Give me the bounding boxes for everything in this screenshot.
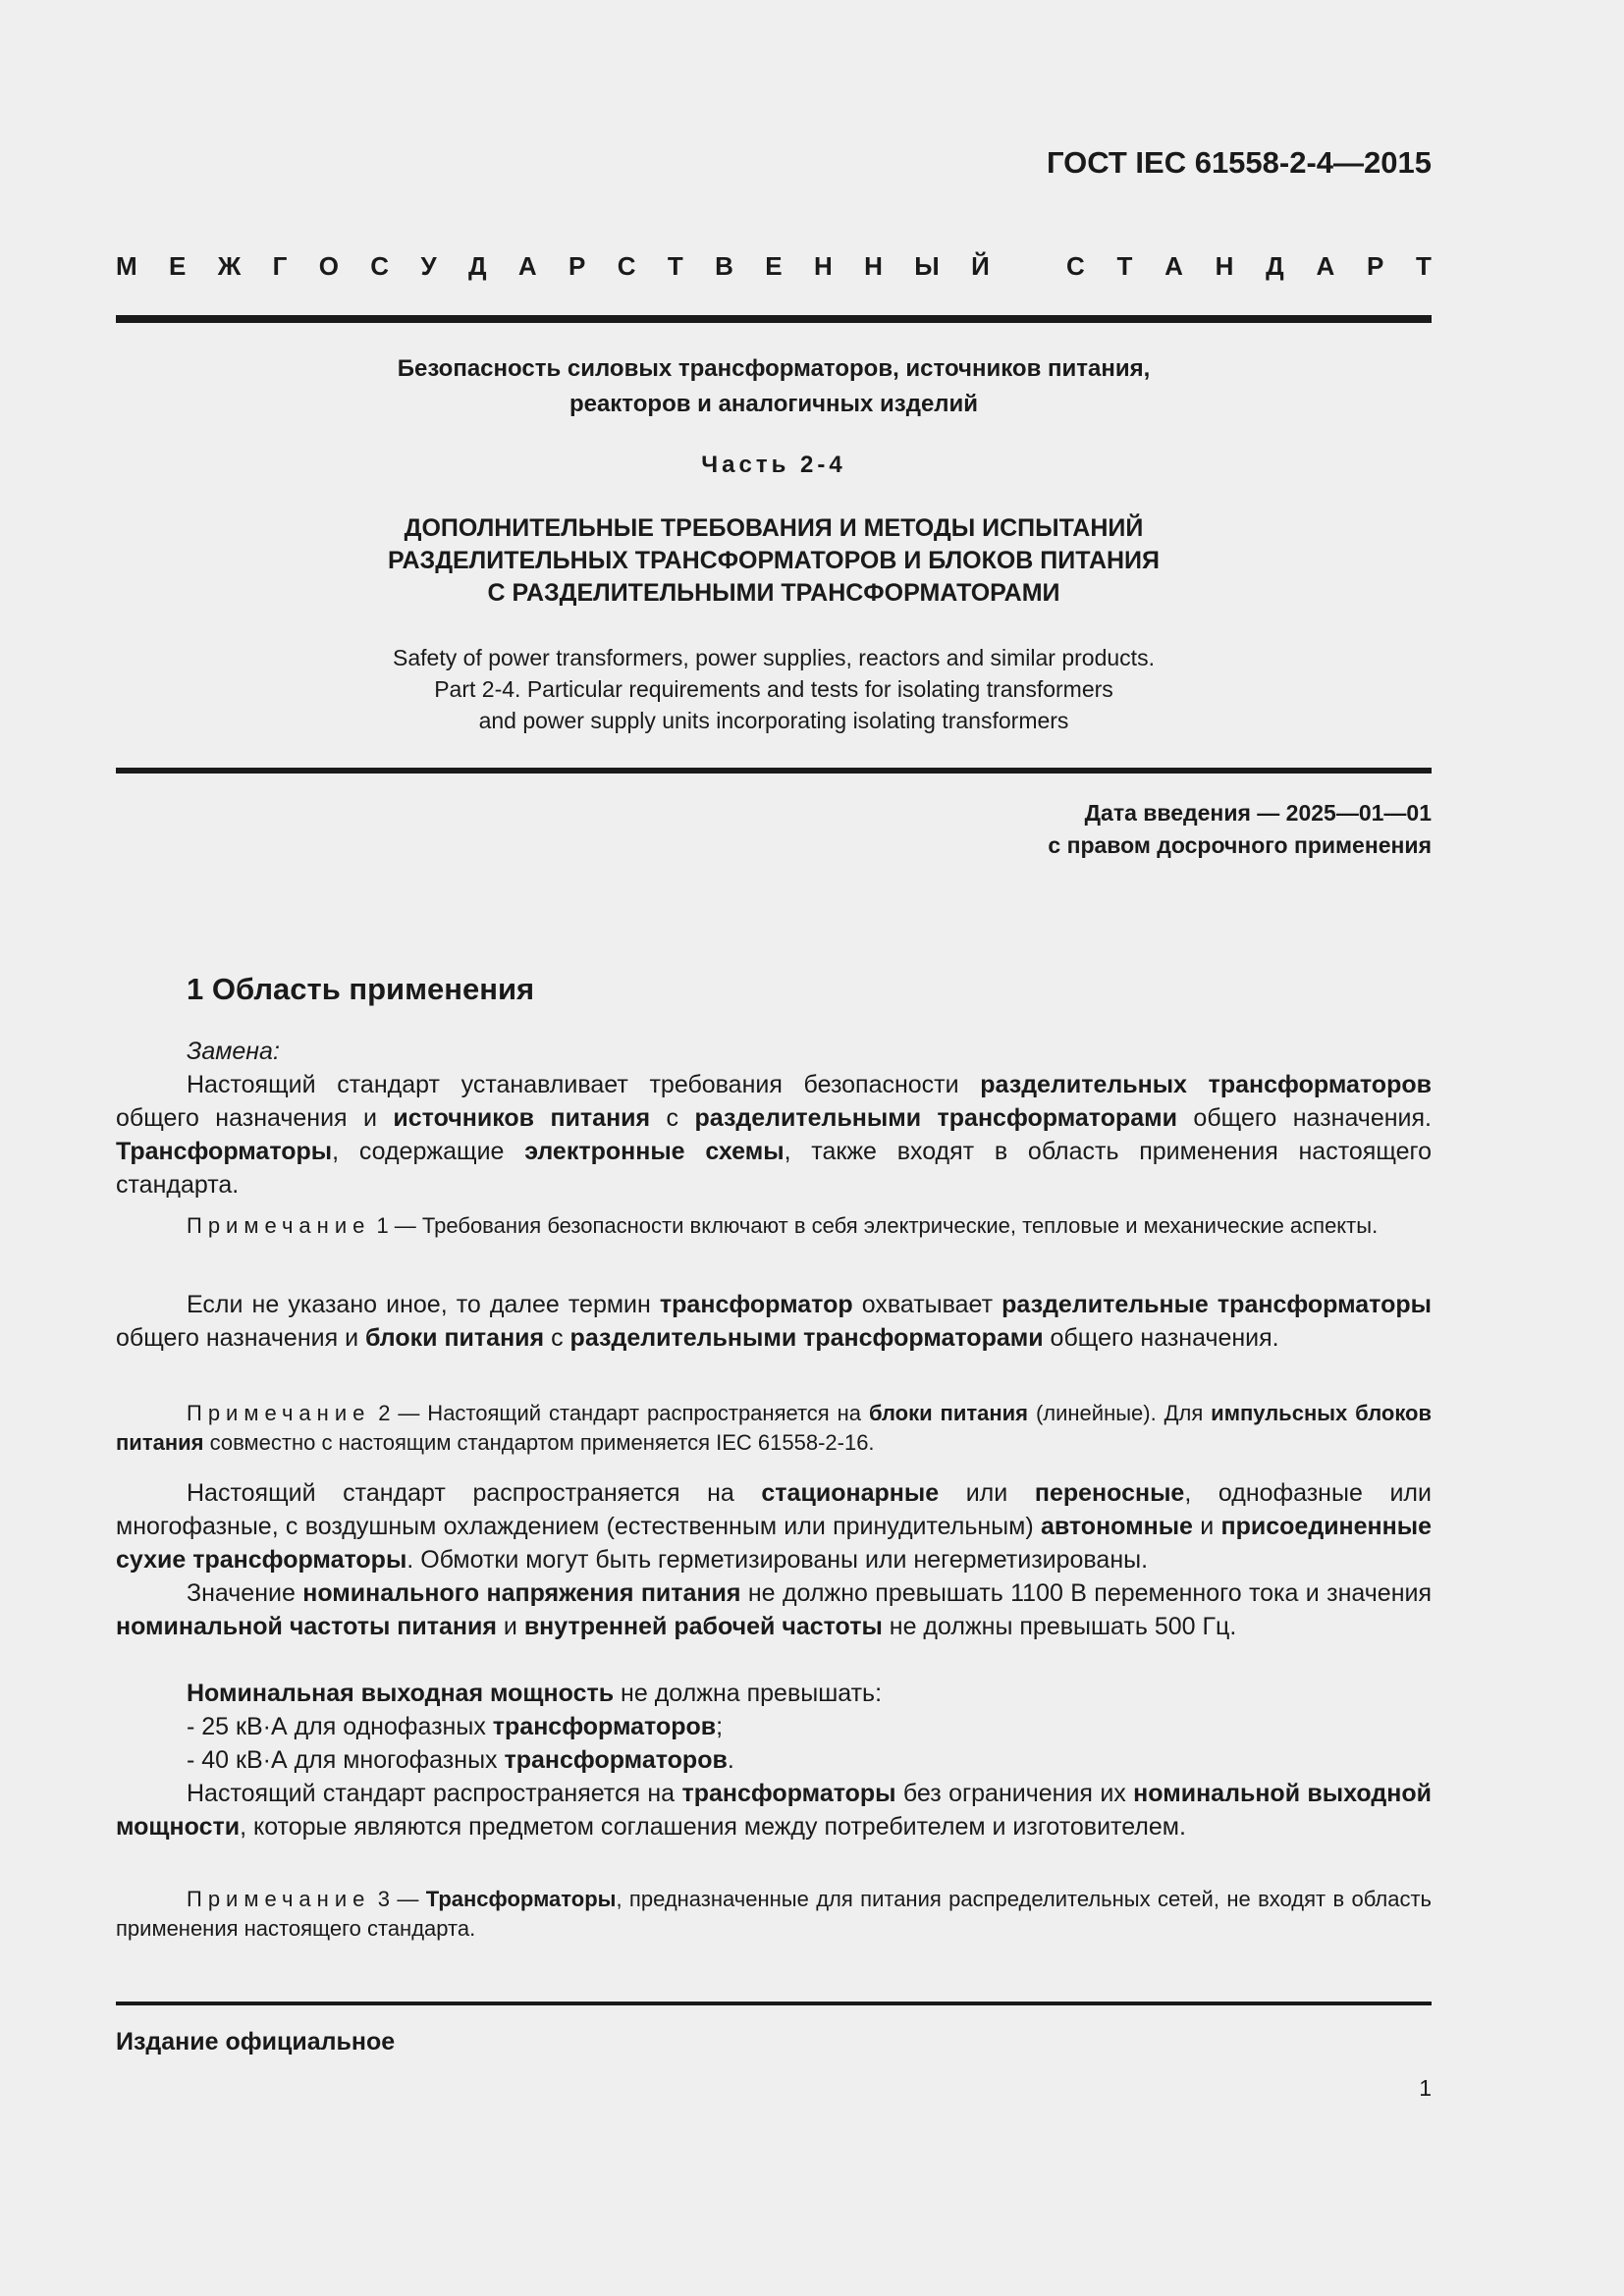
- heading-letter: Н: [1215, 251, 1234, 281]
- text-run: общего назначения и: [116, 1324, 365, 1352]
- text-run: трансформаторов: [492, 1713, 717, 1740]
- title-en-line: and power supply units incorporating isolating transformers: [478, 708, 1069, 733]
- text-run: общего назначения и: [116, 1104, 394, 1132]
- text-run: Трансформаторы: [116, 1138, 333, 1165]
- text-run: Настоящий стандарт распространяется на: [187, 1479, 762, 1507]
- title-en-line: Safety of power transformers, power supplies, reactors and similar products.: [393, 645, 1155, 670]
- heading-letter: Д: [467, 251, 487, 281]
- text-run: .: [727, 1746, 734, 1774]
- top-rule: [116, 315, 1432, 323]
- list-item: [116, 1743, 1432, 1777]
- text-run: стационарные: [761, 1479, 940, 1507]
- text-run: номинального напряжения питания: [302, 1579, 741, 1607]
- heading-letter: Р: [1366, 251, 1384, 281]
- text-run: Значение: [187, 1579, 303, 1607]
- text-run: , содержащие: [332, 1138, 525, 1165]
- text-run: и: [496, 1613, 524, 1640]
- early-application-line: с правом досрочного применения: [1048, 832, 1432, 858]
- text-run: 3 —: [370, 1887, 426, 1911]
- heading-letter: Й: [971, 251, 990, 281]
- official-edition: Издание официальное: [116, 2028, 396, 2056]
- effective-date-line: Дата введения — 2025—01—01: [1084, 800, 1432, 826]
- text-run: номинальной выходной мощности: [116, 1780, 1432, 1841]
- text-run: блоки питания: [868, 1401, 1029, 1425]
- text-run: , также входят в область применения настоящего стандарта.: [116, 1138, 1432, 1199]
- text-run: разделительные трансформаторы: [1001, 1291, 1432, 1318]
- text-run: Настоящий стандарт устанавливает требования безопасности: [187, 1071, 981, 1098]
- heading-letter: Т: [667, 251, 683, 281]
- text-run: и: [1192, 1513, 1221, 1540]
- text-run: трансформаторы: [681, 1780, 896, 1807]
- heading-letter: Н: [864, 251, 883, 281]
- part-number: Часть 2-4: [701, 452, 846, 478]
- paragraph: [116, 1068, 1432, 1201]
- heading-letter: В: [715, 251, 733, 281]
- text-run: без ограничения их: [895, 1780, 1134, 1807]
- text-run: не должна превышать:: [614, 1680, 883, 1707]
- subtitle-line: ДОПОЛНИТЕЛЬНЫЕ ТРЕБОВАНИЯ И МЕТОДЫ ИСПЫТАНИЙ: [404, 514, 1144, 542]
- text-run: не должно превышать 1100 В переменного тока и значения: [740, 1579, 1432, 1607]
- text-run: , которые являются предметом соглашения между потребителем и изготовителем.: [240, 1813, 1186, 1841]
- text-run: , однофазные или многофазные, с воздушным охлаждением (естественным или принудительным): [116, 1479, 1432, 1540]
- text-run: - 25 кВ·А для однофазных: [187, 1713, 493, 1740]
- document-title-ru: [116, 351, 1432, 422]
- text-run: совместно с настоящим стандартом применяется IEC 61558-2-16.: [203, 1430, 875, 1455]
- text-run: разделительными трансформаторами: [694, 1104, 1178, 1132]
- title-ru-line: Безопасность силовых трансформаторов, источников питания,: [397, 355, 1151, 382]
- text-run: общего назначения.: [1177, 1104, 1432, 1132]
- heading-letter: М: [116, 251, 137, 281]
- text-run: общего назначения.: [1043, 1324, 1279, 1352]
- text-run: ;: [716, 1713, 724, 1740]
- heading-letter: Н: [813, 251, 833, 281]
- subtitle-line: РАЗДЕЛИТЕЛЬНЫХ ТРАНСФОРМАТОРОВ И БЛОКОВ ПИТАНИЯ: [388, 547, 1160, 574]
- replacement-label: Замена:: [187, 1038, 280, 1065]
- text-run: Примечание: [187, 1213, 371, 1238]
- text-run: трансформатор: [659, 1291, 853, 1318]
- text-run: с: [650, 1104, 695, 1132]
- paragraph: [116, 1677, 1432, 1710]
- text-run: Номинальная выходная мощность: [187, 1680, 615, 1707]
- paragraph: [116, 1576, 1432, 1643]
- document-subtitle-caps: [116, 512, 1432, 610]
- section-heading: 1 Область применения: [187, 972, 535, 1006]
- text-run: Настоящий стандарт распространяется на: [187, 1780, 682, 1807]
- text-run: Примечание: [187, 1401, 371, 1425]
- list-item: [116, 1710, 1432, 1743]
- text-run: внутренней рабочей частоты: [523, 1613, 883, 1640]
- text-run: номинальной частоты питания: [116, 1613, 497, 1640]
- heading-letter: Т: [1416, 251, 1432, 281]
- title-en-line: Part 2-4. Particular requirements and tests for isolating transformers: [434, 676, 1113, 702]
- heading-letter: С: [370, 251, 390, 281]
- note: [116, 1211, 1432, 1241]
- paragraph: [116, 1476, 1432, 1576]
- heading-letter: С: [1066, 251, 1085, 281]
- text-run: присоединенные сухие трансформаторы: [116, 1513, 1433, 1574]
- paragraph: [116, 1288, 1432, 1355]
- text-run: . Обмотки могут быть герметизированы или негерметизированы.: [406, 1546, 1149, 1574]
- note: [116, 1399, 1432, 1458]
- heading-letter: Г: [272, 251, 288, 281]
- text-run: не должны превышать 500 Гц.: [882, 1613, 1237, 1640]
- document-title-en: [116, 642, 1432, 736]
- text-run: импульсных блоков питания: [116, 1401, 1433, 1455]
- text-run: разделительными трансформаторами: [569, 1324, 1044, 1352]
- footer-rule: [116, 2002, 1432, 2005]
- heading-letter: А: [1316, 251, 1335, 281]
- page-number: 1: [1419, 2075, 1432, 2101]
- subtitle-line: С РАЗДЕЛИТЕЛЬНЫМИ ТРАНСФОРМАТОРАМИ: [487, 579, 1060, 607]
- text-run: переносные: [1034, 1479, 1185, 1507]
- paragraph: [116, 1777, 1432, 1843]
- interstate-word: [116, 251, 990, 282]
- heading-letter: О: [318, 251, 339, 281]
- heading-letter: С: [617, 251, 636, 281]
- text-run: , предназначенные для питания распределительных сетей, не входят в область применения настоящего стандарта.: [116, 1887, 1432, 1941]
- heading-letter: У: [420, 251, 437, 281]
- text-run: Трансформаторы: [425, 1887, 617, 1911]
- text-run: - 40 кВ·А для многофазных: [187, 1746, 505, 1774]
- text-run: (линейные). Для: [1028, 1401, 1212, 1425]
- title-rule: [116, 768, 1432, 774]
- heading-letter: А: [1164, 251, 1183, 281]
- heading-letter: Р: [568, 251, 586, 281]
- heading-letter: Е: [765, 251, 783, 281]
- heading-letter: Т: [1116, 251, 1133, 281]
- standard-code: ГОСТ IEC 61558-2-4—2015: [1046, 145, 1432, 180]
- text-run: автономные: [1040, 1513, 1193, 1540]
- heading-letter: Ы: [914, 251, 940, 281]
- text-run: или: [939, 1479, 1035, 1507]
- effective-date: [1048, 797, 1432, 862]
- standard-word: [1066, 251, 1432, 282]
- heading-letter: Д: [1266, 251, 1284, 281]
- text-run: электронные схемы: [524, 1138, 785, 1165]
- text-run: 2 — Настоящий стандарт распространяется на: [370, 1401, 869, 1425]
- text-run: Примечание: [187, 1887, 371, 1911]
- text-run: Если не указано иное, то далее термин: [187, 1291, 660, 1318]
- text-run: охватывает: [852, 1291, 1002, 1318]
- heading-letter: А: [517, 251, 537, 281]
- title-ru-line: реакторов и аналогичных изделий: [568, 391, 979, 417]
- text-run: источников питания: [393, 1104, 651, 1132]
- text-run: трансформаторов: [504, 1746, 728, 1774]
- heading-letter: Ж: [217, 251, 242, 281]
- interstate-standard-heading: [116, 251, 1432, 282]
- text-run: с: [544, 1324, 570, 1352]
- heading-letter: Е: [169, 251, 187, 281]
- text-run: блоки питания: [364, 1324, 545, 1352]
- text-run: разделительных трансформаторов: [980, 1071, 1432, 1098]
- note: [116, 1885, 1432, 1944]
- text-run: 1 — Требования безопасности включают в себя электрические, тепловые и механические аспекты.: [370, 1213, 1379, 1238]
